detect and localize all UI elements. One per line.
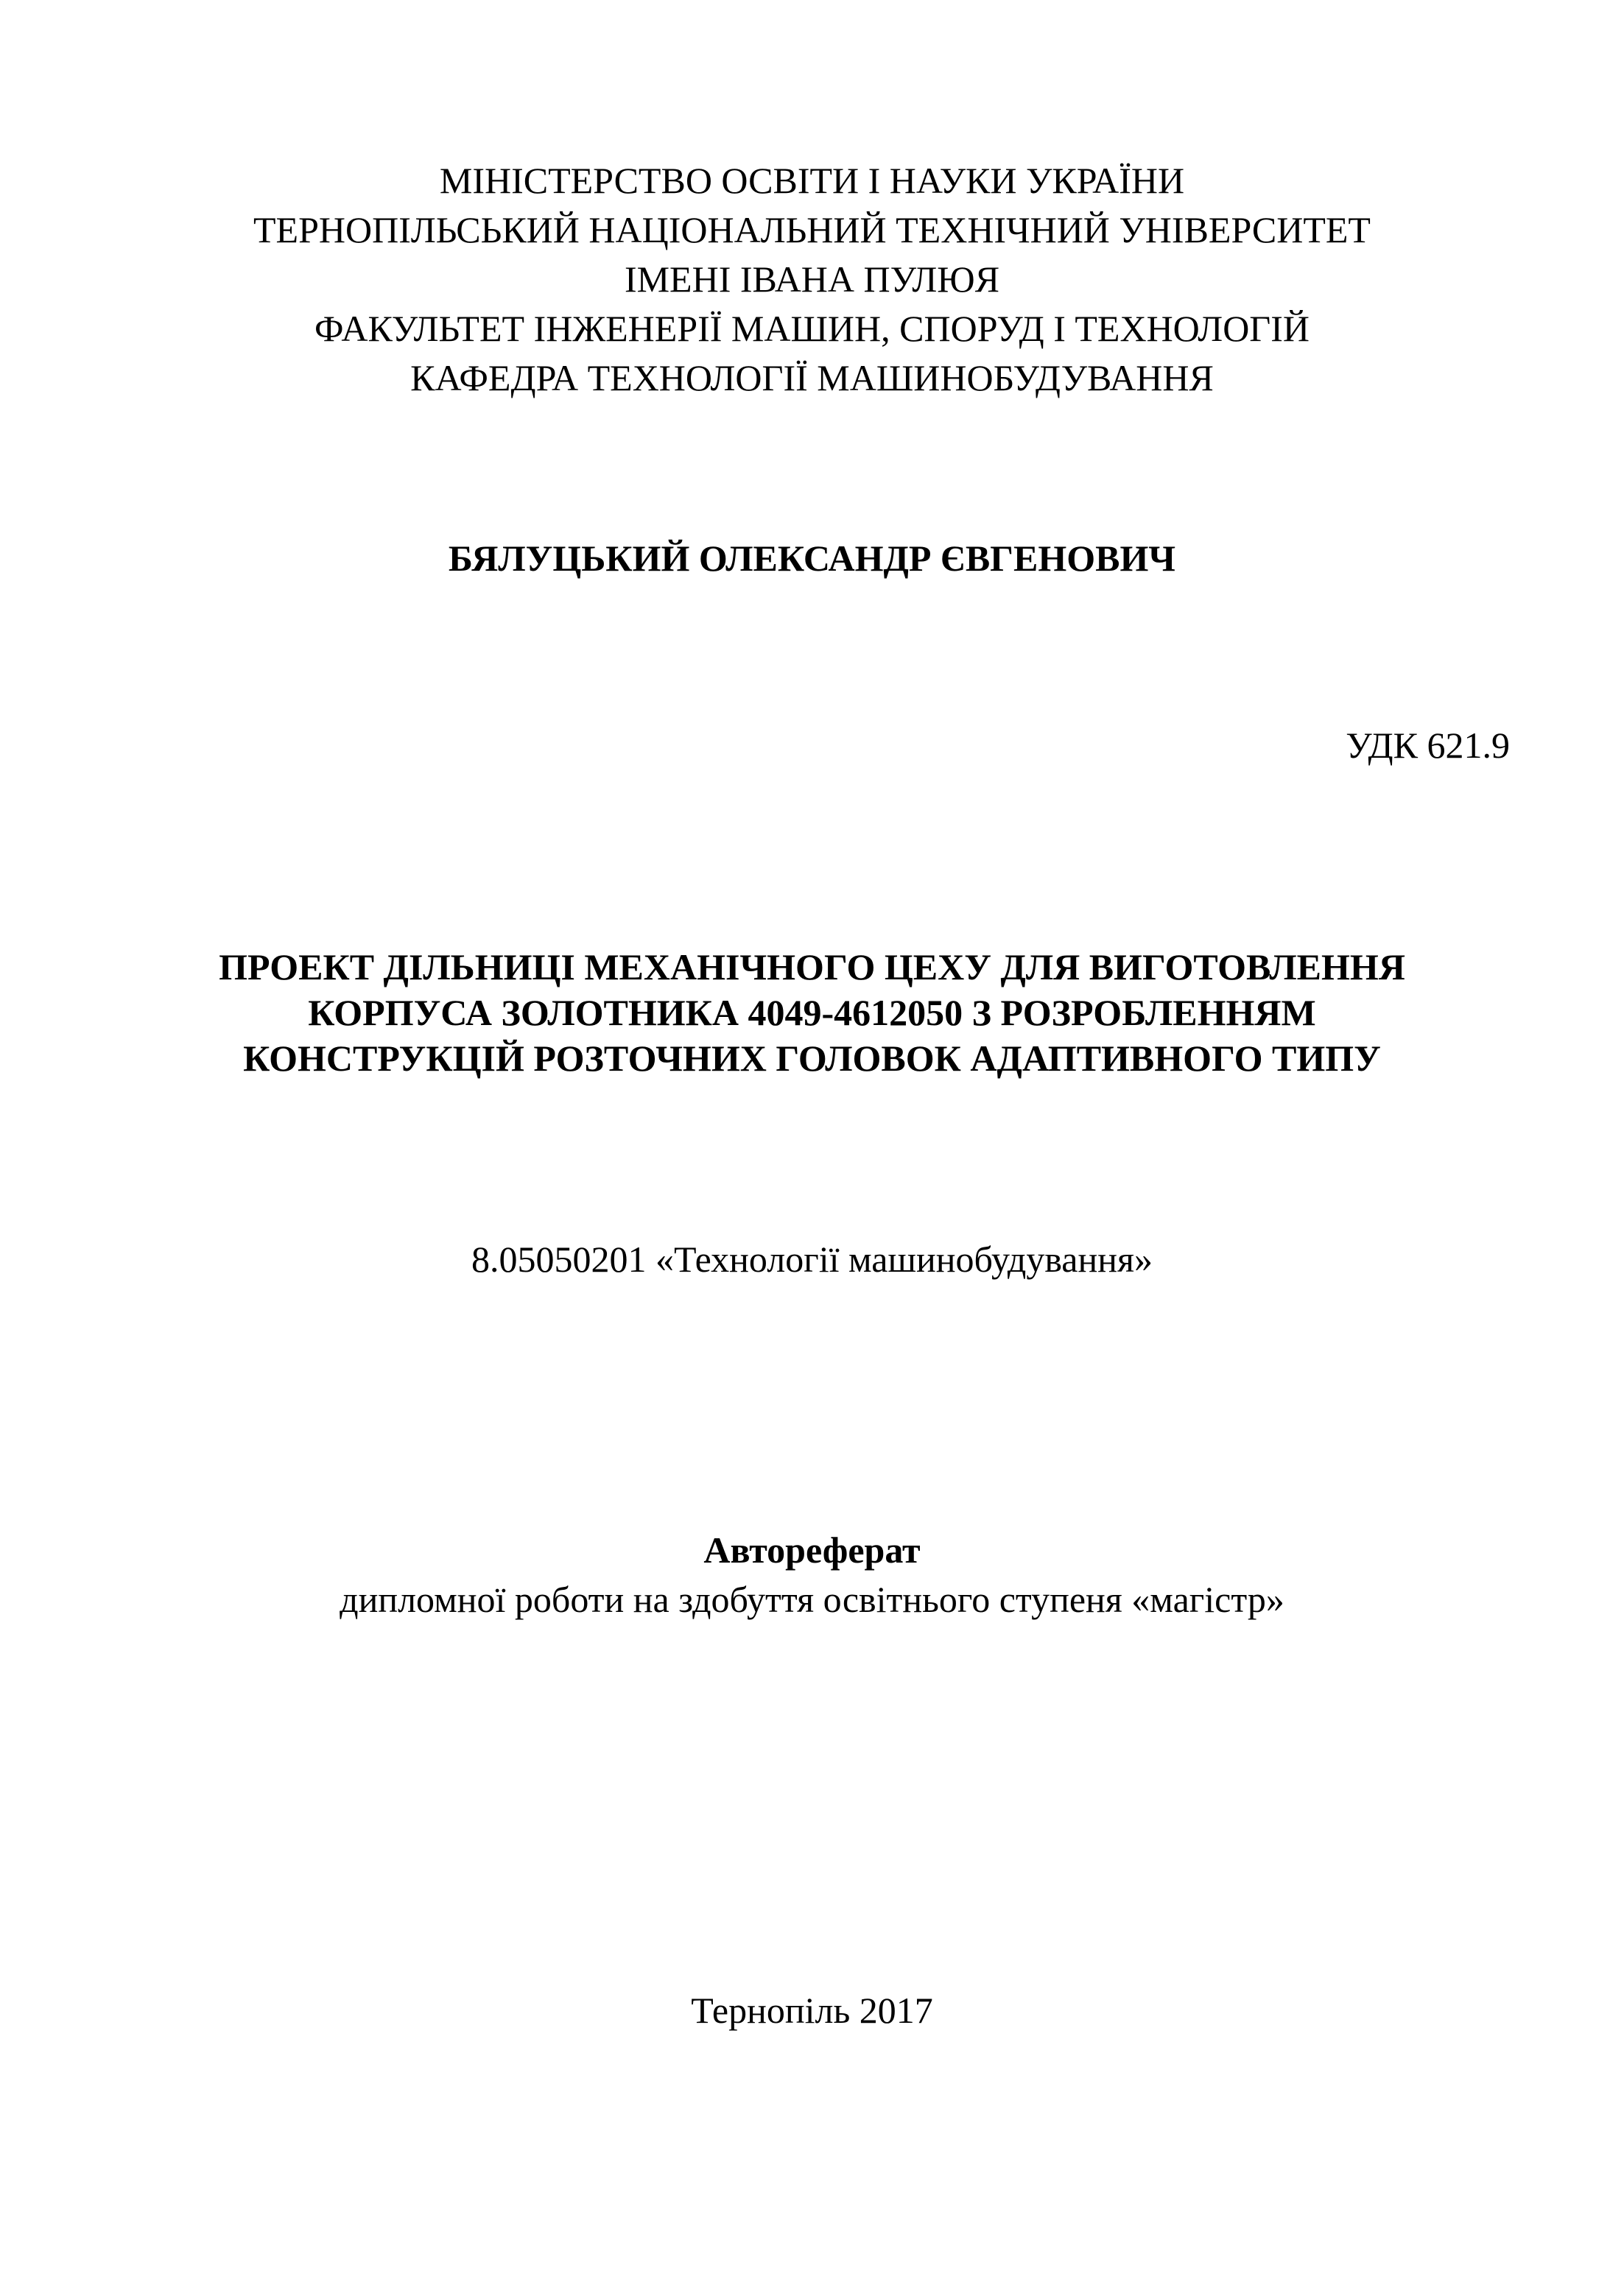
specialty: 8.05050201 «Технології машинобудування» [471,1239,1153,1280]
degree-description: дипломної роботи на здобуття освітнього ступеня «магістр» [340,1579,1284,1620]
thesis-title-line: ПРОЕКТ ДІЛЬНИЦІ МЕХАНІЧНОГО ЦЕХУ ДЛЯ ВИГОТОВЛЕННЯ [219,946,1405,987]
document-type: Автореферат [703,1529,921,1571]
university-name-line: ІМЕНІ ІВАНА ПУЛЮЯ [624,258,1000,300]
university-line: ТЕРНОПІЛЬСЬКИЙ НАЦІОНАЛЬНИЙ ТЕХНІЧНИЙ УНІВЕРСИТЕТ [253,209,1371,250]
udc-code: УДК 621.9 [1346,725,1510,766]
place-and-year: Тернопіль 2017 [691,1990,933,2031]
thesis-title [0,944,1624,1081]
author-name: БЯЛУЦЬКИЙ ОЛЕКСАНДР ЄВГЕНОВИЧ [448,538,1176,579]
faculty-line: ФАКУЛЬТЕТ ІНЖЕНЕРІЇ МАШИН, СПОРУД І ТЕХНОЛОГІЙ [314,308,1310,349]
thesis-title-line: КОНСТРУКЦІЙ РОЗТОЧНИХ ГОЛОВОК АДАПТИВНОГО ТИПУ [243,1038,1381,1079]
institution-header [0,156,1624,403]
ministry-line: МІНІСТЕРСТВО ОСВІТИ І НАУКИ УКРАЇНИ [439,160,1185,201]
department-line: КАФЕДРА ТЕХНОЛОГІЇ МАШИНОБУДУВАННЯ [410,357,1214,398]
thesis-title-line: КОРПУСА ЗОЛОТНИКА 4049-4612050 З РОЗРОБЛЕННЯМ [308,992,1316,1033]
